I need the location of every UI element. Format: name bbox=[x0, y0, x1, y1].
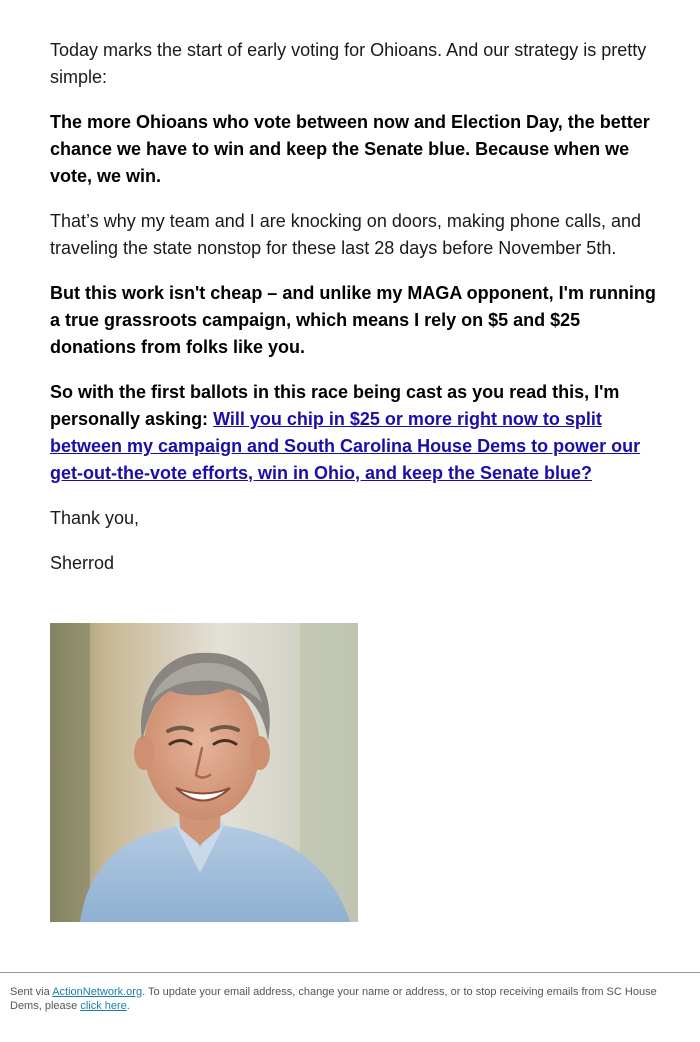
footer-suffix: . bbox=[126, 1000, 130, 1012]
strategy-paragraph: The more Ohioans who vote between now and Election Day, the better chance we have to win and keep the Senate blue. Because when we vote, we win. bbox=[50, 112, 650, 186]
unsubscribe-link[interactable]: click here bbox=[80, 1000, 127, 1012]
ask-paragraph bbox=[50, 379, 658, 487]
footer-divider bbox=[0, 972, 700, 973]
portrait-illustration bbox=[50, 623, 358, 922]
thanks-line: Thank you, bbox=[50, 508, 140, 528]
email-body bbox=[50, 37, 658, 595]
signature: Sherrod bbox=[50, 553, 115, 573]
portrait-photo bbox=[50, 623, 358, 922]
actionnetwork-link[interactable]: ActionNetwork.org bbox=[52, 986, 143, 998]
intro-paragraph: Today marks the start of early voting for Ohioans. And our strategy is pretty simple: bbox=[50, 40, 647, 87]
grassroots-paragraph: But this work isn't cheap – and unlike my MAGA opponent, I'm running a true grassroots campaign, which means I rely on $5 and $25 donations from folks like you. bbox=[50, 283, 656, 357]
ask-prefix: So with the first ballots in this race being cast as you read this, I'm personally asking: bbox=[50, 382, 620, 429]
donate-link[interactable]: Will you chip in $25 or more right now to split between my campaign and South Carolina House Dems to power our get-out-the-vote efforts, win in Ohio, and keep the Senate blue? bbox=[50, 409, 641, 483]
effort-paragraph: That’s why my team and I are knocking on doors, making phone calls, and traveling the state nonstop for these last 28 days before November 5th. bbox=[50, 211, 641, 258]
footer bbox=[10, 985, 690, 1013]
footer-middle: . To update your email address, change your name or address, or to stop receiving emails from SC House Dems, please bbox=[10, 986, 657, 1012]
footer-prefix: Sent via bbox=[10, 986, 53, 998]
